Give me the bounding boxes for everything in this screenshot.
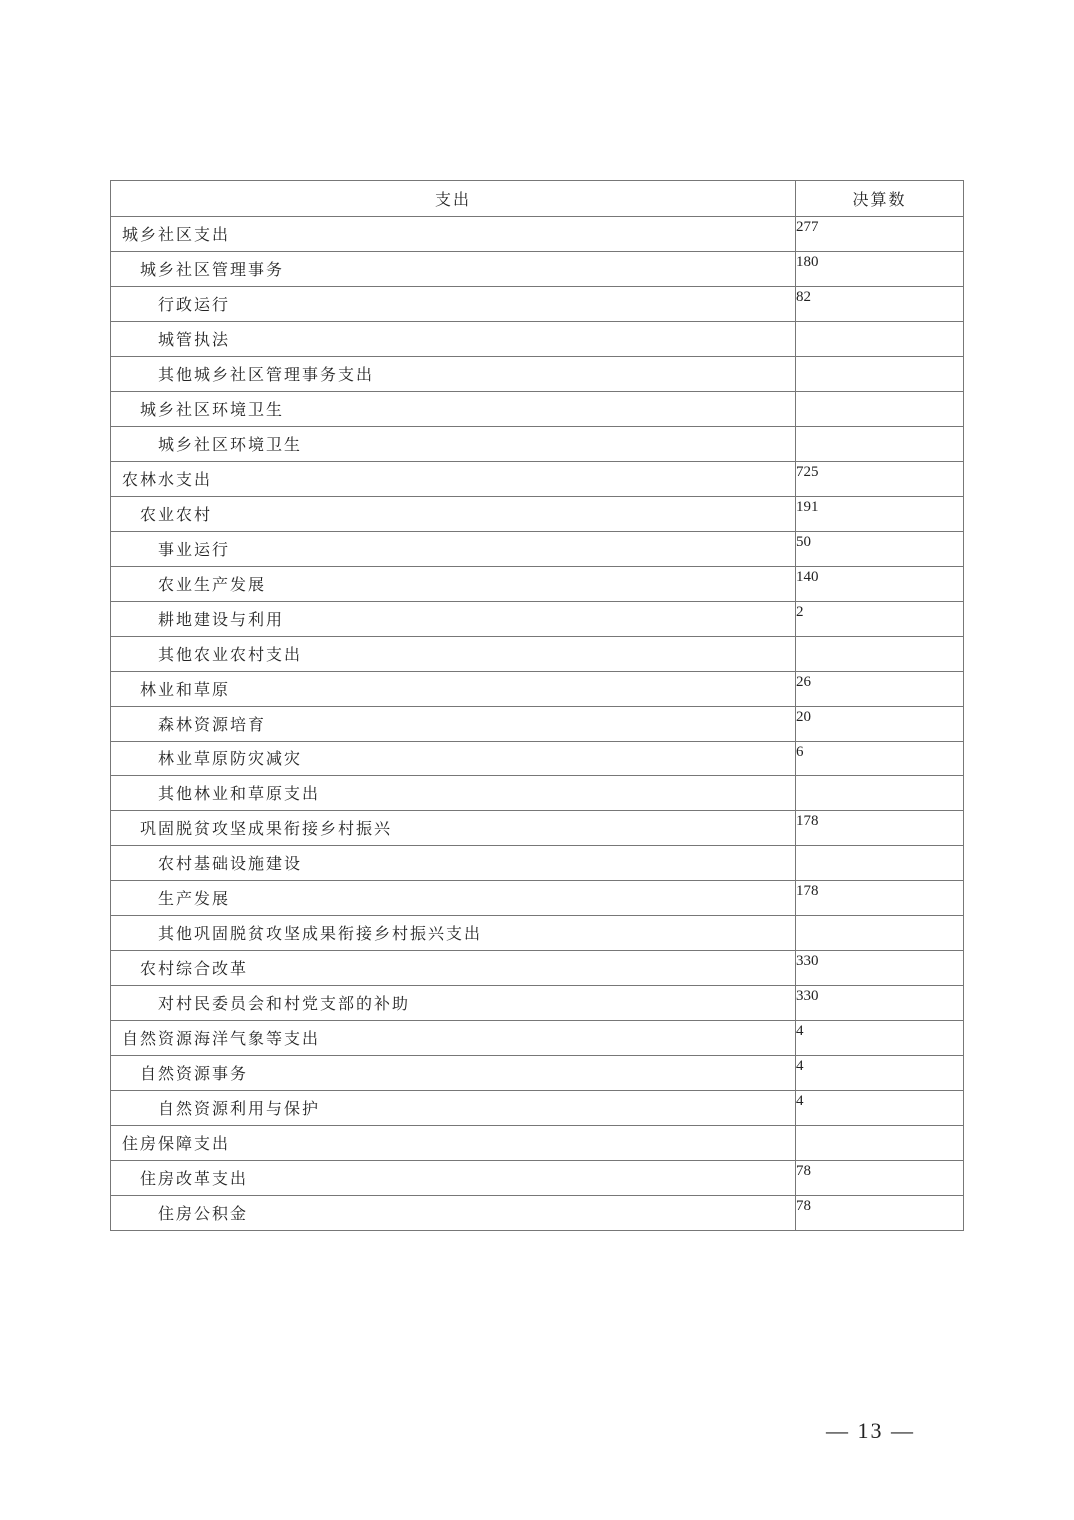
- row-item-value: 725: [796, 462, 964, 497]
- row-item-name: 巩固脱贫攻坚成果衔接乡村振兴: [111, 811, 796, 846]
- row-item-name: 对村民委员会和村党支部的补助: [111, 986, 796, 1021]
- row-item-value: 180: [796, 252, 964, 287]
- row-item-name: 农村基础设施建设: [111, 846, 796, 881]
- table-row: [111, 532, 964, 567]
- row-item-name: 林业和草原: [111, 672, 796, 707]
- row-item-name: 自然资源利用与保护: [111, 1091, 796, 1126]
- row-item-value: 191: [796, 497, 964, 532]
- row-item-name: 其他巩固脱贫攻坚成果衔接乡村振兴支出: [111, 916, 796, 951]
- row-item-value: 2: [796, 602, 964, 637]
- header-final-amount: 决算数: [796, 181, 964, 217]
- row-item-name: 城乡社区管理事务: [111, 252, 796, 287]
- row-item-name: 住房保障支出: [111, 1126, 796, 1161]
- row-item-value: 82: [796, 287, 964, 322]
- row-item-value: 330: [796, 951, 964, 986]
- row-item-name: 生产发展: [111, 881, 796, 916]
- table-row: [111, 1126, 964, 1161]
- table-row: [111, 392, 964, 427]
- row-item-value: [796, 322, 964, 357]
- row-item-name: 城乡社区环境卫生: [111, 392, 796, 427]
- table-row: [111, 602, 964, 637]
- page-number: — 13 —: [826, 1418, 915, 1443]
- table-row: [111, 916, 964, 951]
- row-item-value: [796, 846, 964, 881]
- row-item-name: 农林水支出: [111, 462, 796, 497]
- table-row: [111, 357, 964, 392]
- table-row: [111, 707, 964, 742]
- row-item-value: 178: [796, 881, 964, 916]
- row-item-name: 城乡社区环境卫生: [111, 427, 796, 462]
- table-row: [111, 637, 964, 672]
- table-row: [111, 1021, 964, 1056]
- row-item-name: 耕地建设与利用: [111, 602, 796, 637]
- table-header: [111, 181, 964, 217]
- row-item-name: 林业草原防灾减灾: [111, 742, 796, 776]
- row-item-name: 其他农业农村支出: [111, 637, 796, 672]
- row-item-value: 140: [796, 567, 964, 602]
- row-item-value: [796, 1126, 964, 1161]
- row-item-value: 4: [796, 1056, 964, 1091]
- table-row: [111, 1161, 964, 1196]
- row-item-name: 城乡社区支出: [111, 217, 796, 252]
- table-row: [111, 462, 964, 497]
- row-item-value: 78: [796, 1161, 964, 1196]
- row-item-value: [796, 776, 964, 811]
- row-item-value: 26: [796, 672, 964, 707]
- row-item-value: 277: [796, 217, 964, 252]
- row-item-value: [796, 427, 964, 462]
- row-item-name: 农业农村: [111, 497, 796, 532]
- table-row: [111, 742, 964, 776]
- row-item-name: 行政运行: [111, 287, 796, 322]
- table-row: [111, 427, 964, 462]
- row-item-value: 6: [796, 742, 964, 776]
- table-row: [111, 322, 964, 357]
- expenditure-table: [110, 180, 964, 1231]
- table-row: [111, 287, 964, 322]
- row-item-name: 自然资源事务: [111, 1056, 796, 1091]
- row-item-value: [796, 637, 964, 672]
- table-row: [111, 567, 964, 602]
- row-item-name: 城管执法: [111, 322, 796, 357]
- row-item-value: 50: [796, 532, 964, 567]
- row-item-value: 4: [796, 1021, 964, 1056]
- row-item-value: [796, 357, 964, 392]
- table-row: [111, 252, 964, 287]
- table-row: [111, 217, 964, 252]
- table-row: [111, 951, 964, 986]
- table-row: [111, 1196, 964, 1231]
- row-item-value: 178: [796, 811, 964, 846]
- row-item-name: 农业生产发展: [111, 567, 796, 602]
- table-row: [111, 1056, 964, 1091]
- row-item-name: 住房改革支出: [111, 1161, 796, 1196]
- table-row: [111, 1091, 964, 1126]
- row-item-value: 4: [796, 1091, 964, 1126]
- row-item-name: 事业运行: [111, 532, 796, 567]
- table-row: [111, 672, 964, 707]
- row-item-name: 其他林业和草原支出: [111, 776, 796, 811]
- row-item-name: 自然资源海洋气象等支出: [111, 1021, 796, 1056]
- table-row: [111, 811, 964, 846]
- row-item-name: 农村综合改革: [111, 951, 796, 986]
- table-row: [111, 846, 964, 881]
- row-item-value: [796, 392, 964, 427]
- row-item-name: 住房公积金: [111, 1196, 796, 1231]
- row-item-value: 78: [796, 1196, 964, 1231]
- header-expenditure: 支出: [111, 181, 796, 217]
- table-row: [111, 497, 964, 532]
- row-item-name: 其他城乡社区管理事务支出: [111, 357, 796, 392]
- table-row: [111, 986, 964, 1021]
- row-item-value: 330: [796, 986, 964, 1021]
- table-row: [111, 776, 964, 811]
- row-item-value: 20: [796, 707, 964, 742]
- row-item-value: [796, 916, 964, 951]
- row-item-name: 森林资源培育: [111, 707, 796, 742]
- table-row: [111, 881, 964, 916]
